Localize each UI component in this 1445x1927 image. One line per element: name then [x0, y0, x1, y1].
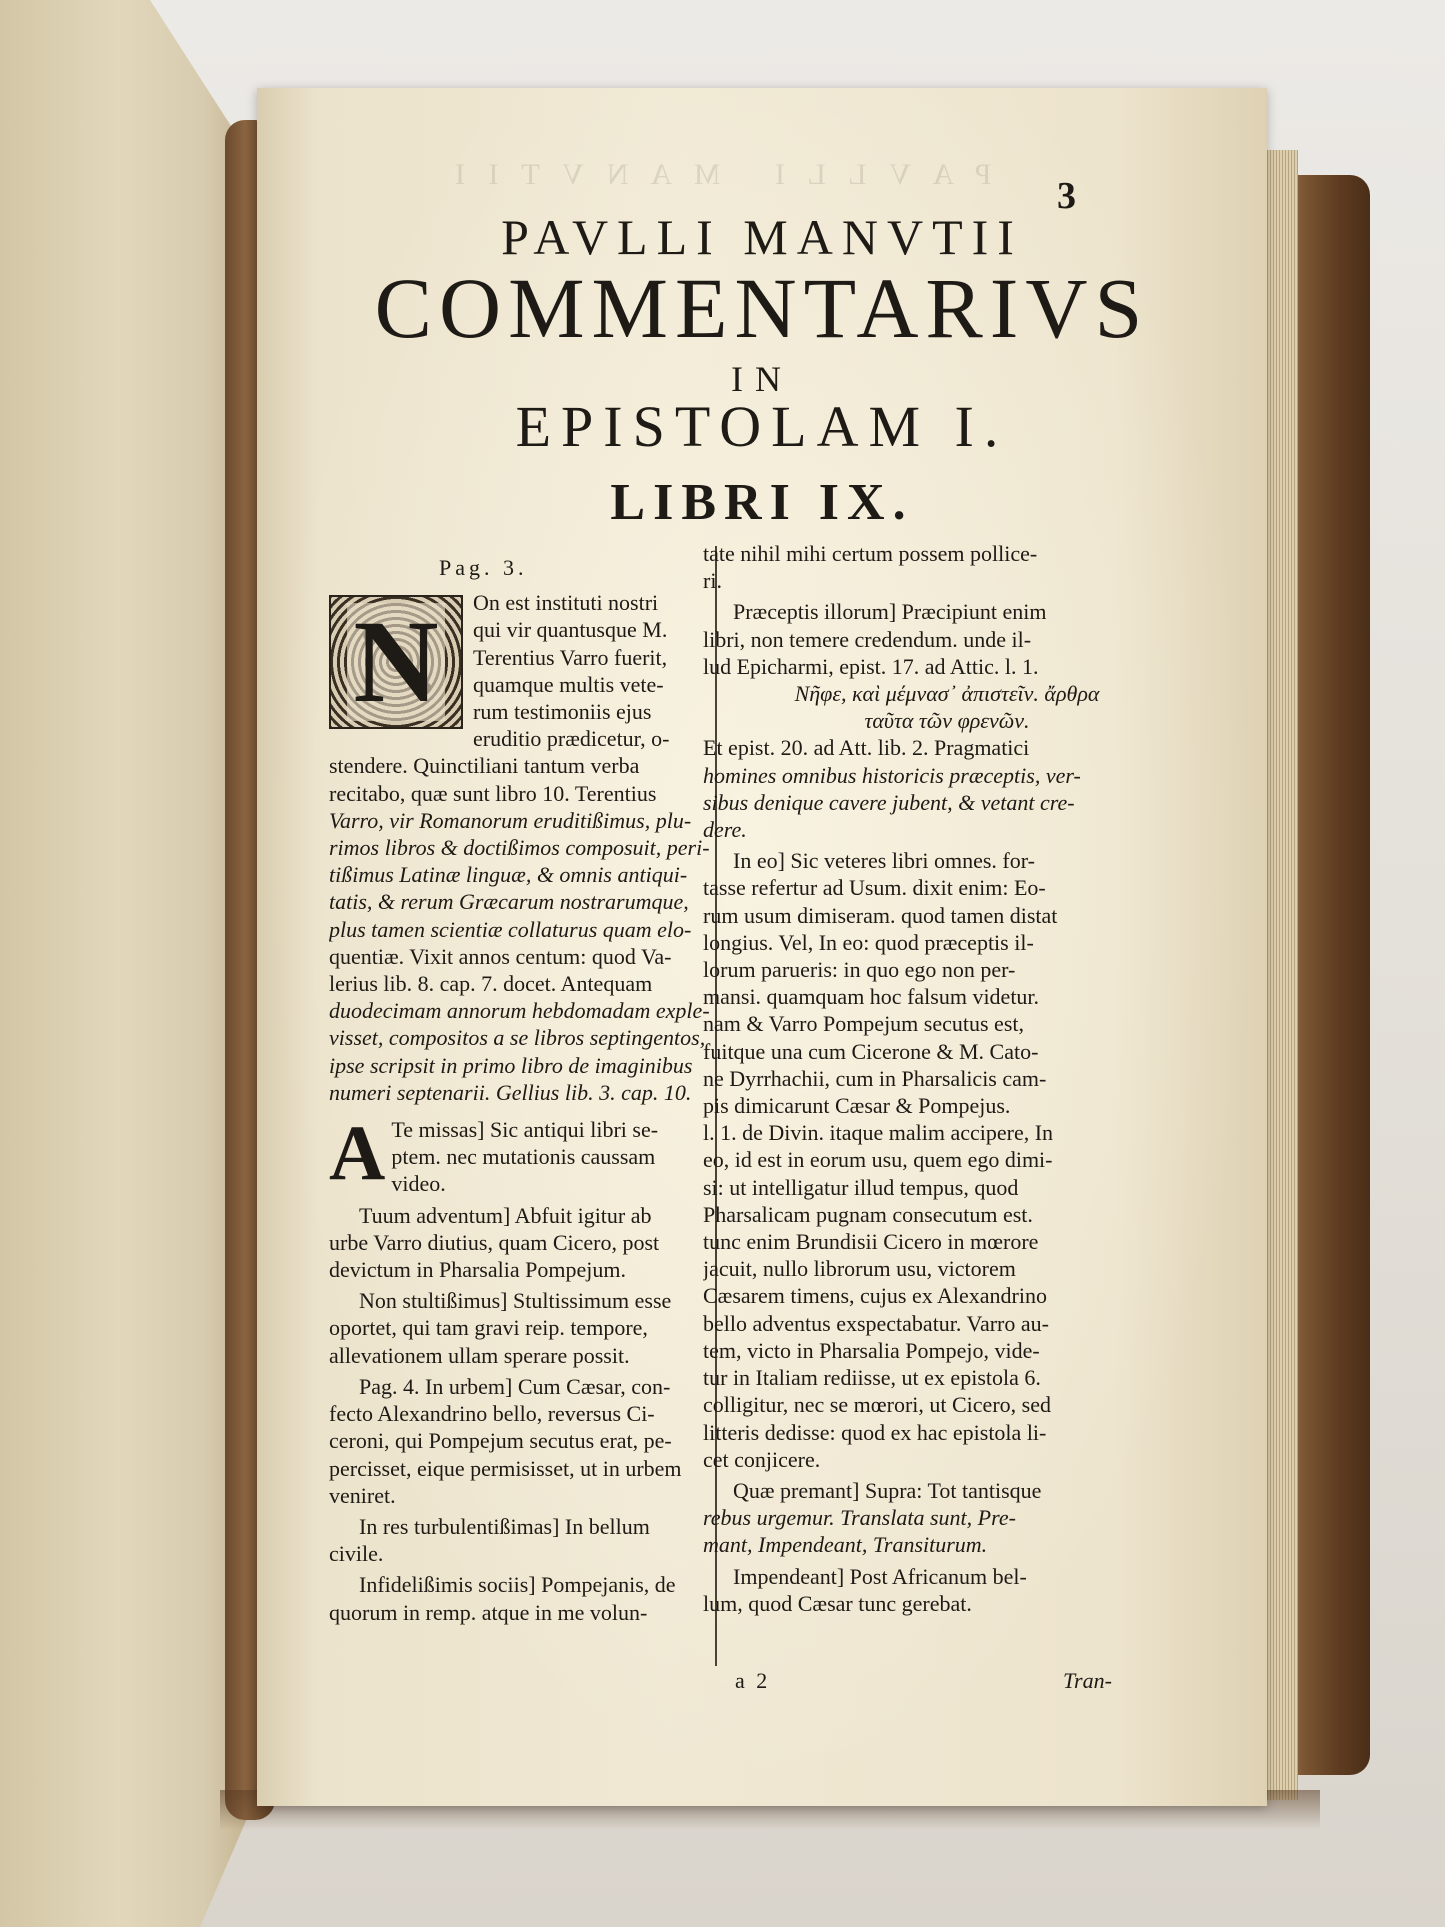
paragraph-non-stultissimus: [329, 1287, 719, 1369]
text-line: dere.: [703, 817, 747, 843]
initial-letter: A: [329, 1109, 386, 1197]
text-line: numeri septenarii. Gellius lib. 3. cap. 10.: [329, 1079, 692, 1105]
text-line: Cæsarem timens, cujus ex Alexandrino: [703, 1283, 1047, 1309]
text-line: duodecimam annorum hebdomadam exple-: [329, 998, 710, 1024]
text-line: quorum in remp. atque in me volun-: [329, 1599, 648, 1625]
text-line: homines omnibus historicis præceptis, ver-: [703, 762, 1081, 788]
text-line: Quæ premant] Supra: Tot tantisque: [733, 1477, 1042, 1503]
text-line: lorum parueris: in quo ego non per-: [703, 957, 1016, 983]
text-line: tißimus Latinæ linguæ, & omnis antiqui-: [329, 862, 688, 888]
text-line: tur in Italiam rediisse, ut ex epistola 6.: [703, 1365, 1041, 1391]
page-number: 3: [1057, 175, 1076, 217]
text-line: percisset, eique permisisset, ut in urbem: [329, 1455, 682, 1481]
text-line: In res turbulentißimas] In bellum: [359, 1513, 650, 1539]
paragraph-in-eo: [703, 847, 1191, 1473]
paragraph-in-urbem: [329, 1373, 719, 1509]
text-line: mansi. quamquam hoc falsum videtur.: [703, 984, 1040, 1010]
text-line: recitabo, quæ sunt libro 10. Terentius: [329, 780, 657, 806]
left-page: [0, 0, 260, 1927]
greek-quotation: [703, 680, 1191, 734]
text-line: visset, compositos a se libros septingentos,: [329, 1025, 706, 1051]
text-line: Non stultißimus] Stultissimum esse: [359, 1288, 672, 1314]
right-column: [703, 540, 1191, 1617]
text-line: rimos libros & doctißimos composuit, peri-: [329, 835, 710, 861]
paragraph-continuation: [703, 540, 1191, 594]
text-line: urbe Varro diutius, quam Cicero, post: [329, 1229, 660, 1255]
text-line: Præceptis illorum] Præcipiunt enim: [733, 599, 1047, 625]
text-line: tate nihil mihi certum possem pollice-: [703, 541, 1038, 566]
text-line: veniret.: [329, 1482, 396, 1508]
text-line: stendere. Quinctiliani tantum verba: [329, 753, 640, 779]
text-line: video.: [391, 1171, 446, 1197]
text-line: Terentius Varro fuerit,: [473, 644, 668, 670]
text-line: libri, non temere credendum. unde il-: [703, 626, 1032, 652]
text-line: ne Dyrrhachii, cum in Pharsalicis cam-: [703, 1065, 1047, 1091]
text-line: devictum in Pharsalia Pompejum.: [329, 1257, 626, 1283]
text-line: qui vir quantusque M.: [473, 617, 668, 643]
text-line: eo, id est in eorum usu, quem ego dimi-: [703, 1147, 1053, 1173]
paragraph-infidelissimis-sociis: [329, 1571, 719, 1625]
text-line: lud Epicharmi, epist. 17. ad Attic. l. 1.: [703, 653, 1039, 679]
text-line: rebus urgemur. Translata sunt, Pre-: [703, 1505, 1016, 1531]
text-line: lum, quod Cæsar tunc gerebat.: [703, 1590, 972, 1616]
title-main: COMMENTARIVS: [374, 260, 1150, 356]
text-line: ipse scripsit in primo libro de imaginibus: [329, 1052, 693, 1078]
text-line: ταῦτα τῶν φρενῶν.: [864, 708, 1030, 734]
text-line: colligitur, nec se mœrori, ut Cicero, sed: [703, 1392, 1051, 1418]
paragraph-tuum-adventum: [329, 1202, 719, 1284]
text-line: civile.: [329, 1541, 384, 1567]
bleed-through-text: P A V L L I M A N V T I I: [447, 158, 992, 191]
paragraph-te-missas: [329, 1109, 719, 1198]
text-line: In eo] Sic veteres libri omnes. for-: [733, 848, 1035, 874]
text-line: pis dimicarunt Cæsar & Pompejus.: [703, 1093, 1011, 1119]
text-line: Pharsalicam pugnam consecutum est.: [703, 1201, 1033, 1227]
text-line: mant, Impendeant, Transiturum.: [703, 1532, 988, 1558]
text-line: jacuit, nullo librorum usu, victorem: [703, 1256, 1016, 1282]
text-line: Impendeant] Post Africanum bel-: [733, 1563, 1027, 1589]
text-line: Et epist. 20. ad Att. lib. 2. Pragmatici: [703, 735, 1030, 761]
text-line: sibus denique cavere jubent, & vetant cre-: [703, 789, 1075, 815]
title-in: IN: [731, 359, 793, 399]
text-line: ri.: [703, 568, 722, 594]
paragraph-impendeant: [703, 1563, 1191, 1617]
text-line: tunc enim Brundisii Cicero in mœrore: [703, 1229, 1039, 1255]
page-edges: [1262, 150, 1298, 1800]
text-line: allevationem ullam sperare possit.: [329, 1342, 630, 1368]
text-line: Νῆφε, καὶ μέμνασ᾽ ἀπιστεῖν. ἄρθρα: [794, 681, 1100, 707]
text-line: quamque multis vete-: [473, 671, 664, 697]
title-author: PAVLLI MANVTII: [501, 209, 1023, 265]
text-line: oportet, qui tam gravi reip. tempore,: [329, 1315, 648, 1341]
text-line: ptem. nec mutationis caussam: [391, 1144, 656, 1170]
catchword: Tran-: [1063, 1668, 1112, 1693]
text-line: Tuum adventum] Abfuit igitur ab: [359, 1202, 652, 1228]
text-line: eruditio prædicetur, o-: [473, 726, 670, 752]
left-column: [329, 554, 719, 1626]
text-line: rum usum dimiseram. quod tamen distat: [703, 902, 1058, 928]
text-line: Pag. 4. In urbem] Cum Cæsar, con-: [359, 1373, 671, 1399]
text-line: fuitque una cum Cicerone & M. Cato-: [703, 1038, 1039, 1064]
text-line: tasse refertur ad Usum. dixit enim: Eo-: [703, 875, 1046, 901]
paragraph-quae-premant: [703, 1477, 1191, 1559]
paragraph-epist-20: [703, 734, 1191, 843]
text-line: fecto Alexandrino bello, reversus Ci-: [329, 1401, 655, 1427]
text-line: On est instituti nostri: [473, 590, 659, 616]
title-epistolam: EPISTOLAM I.: [515, 394, 1009, 459]
ornamental-initial: N: [329, 595, 463, 729]
text-line: plus tamen scientiæ collaturus quam elo-: [329, 916, 692, 942]
text-line: quentiæ. Vixit annos centum: quod Va-: [329, 943, 672, 969]
text-line: bello adventus exspectabatur. Varro au-: [703, 1310, 1049, 1336]
text-line: Te missas] Sic antiqui libri se-: [391, 1117, 659, 1143]
text-line: nam & Varro Pompejum secutus est,: [703, 1011, 1024, 1037]
text-line: ceroni, qui Pompejum secutus erat, pe-: [329, 1428, 672, 1454]
paragraph-in-res-turbulentissimas: [329, 1513, 719, 1567]
text-line: cet conjicere.: [703, 1446, 821, 1472]
text-line: litteris dedisse: quod ex hac epistola li-: [703, 1419, 1047, 1445]
page-reference: Pag. 3.: [439, 555, 528, 580]
text-line: lerius lib. 8. cap. 7. docet. Antequam: [329, 971, 653, 997]
text-line: l. 1. de Divin. itaque malim accipere, In: [703, 1120, 1054, 1146]
title-libri: LIBRI IX.: [610, 474, 914, 531]
book-page: [257, 88, 1267, 1806]
opening-paragraph: [329, 589, 719, 1106]
paragraph-praeceptis-illorum: [703, 598, 1191, 680]
text-line: tatis, & rerum Græcarum nostrarumque,: [329, 889, 689, 915]
signature-mark: a 2: [735, 1668, 771, 1693]
text-line: tem, victo in Pharsalia Pompejo, vide-: [703, 1337, 1040, 1363]
text-line: si: ut intelligatur illud tempus, quod: [703, 1174, 1019, 1200]
text-line: rum testimoniis ejus: [473, 699, 652, 725]
text-line: Varro, vir Romanorum eruditißimus, plu-: [329, 807, 692, 833]
text-line: Infidelißimis sociis] Pompejanis, de: [359, 1572, 676, 1598]
text-line: longius. Vel, In eo: quod præceptis il-: [703, 929, 1034, 955]
